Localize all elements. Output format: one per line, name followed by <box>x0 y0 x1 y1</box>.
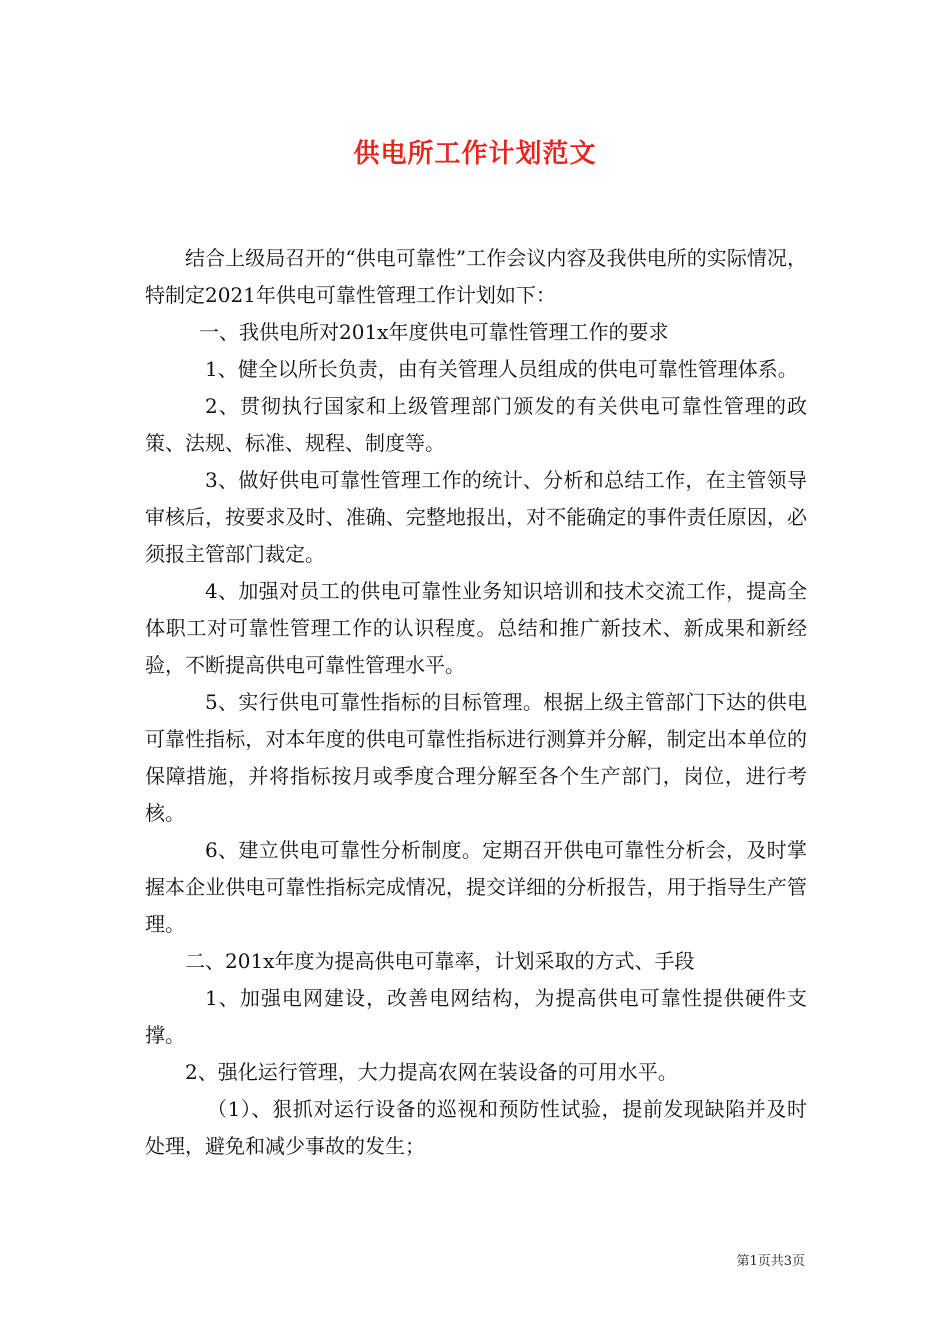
section-heading-2: 二、201x年度为提高供电可靠率，计划采取的方式、手段 <box>185 949 695 973</box>
document-body <box>145 240 807 1165</box>
list-item: 6、建立供电可靠性分析制度。定期召开供电可靠性分析会，及时掌握本企业供电可靠性指标完成情况，提交详细的分析报告，用于指导生产管理。 <box>145 838 807 936</box>
sub-list-item: （1）、狠抓对运行设备的巡视和预防性试验，提前发现缺陷并及时处理，避免和减少事故的发生； <box>145 1097 807 1158</box>
list-item: 3、做好供电可靠性管理工作的统计、分析和总结工作，在主管领导审核后，按要求及时、准确、完整地报出，对不能确定的事件责任原因，必须报主管部门裁定。 <box>145 468 807 566</box>
list-item: 1、加强电网建设，改善电网结构，为提高供电可靠性提供硬件支撑。 <box>145 986 807 1047</box>
list-item: 4、加强对员工的供电可靠性业务知识培训和技术交流工作，提高全体职工对可靠性管理工作的认识程度。总结和推广新技术、新成果和新经验，不断提高供电可靠性管理水平。 <box>145 579 807 677</box>
list-item: 1、健全以所长负责，由有关管理人员组成的供电可靠性管理体系。 <box>205 357 798 381</box>
page-number: 第1页共3页 <box>736 1254 805 1269</box>
section-heading-1: 一、我供电所对201x年度供电可靠性管理工作的要求 <box>199 320 669 344</box>
list-item: 5、实行供电可靠性指标的目标管理。根据上级主管部门下达的供电可靠性指标，对本年度的供电可靠性指标进行测算并分解，制定出本单位的保障措施，并将指标按月或季度合理分解至各个生产部门，岗位，进行考核。 <box>145 690 807 825</box>
list-item: 2、贯彻执行国家和上级管理部门颁发的有关供电可靠性管理的政策、法规、标准、规程、制度等。 <box>145 394 807 455</box>
document-title: 供电所工作计划范文 <box>353 139 597 169</box>
intro-paragraph: 结合上级局召开的“供电可靠性”工作会议内容及我供电所的实际情况，特制定2021年供电可靠性管理工作计划如下： <box>145 246 807 307</box>
list-item: 2、强化运行管理，大力提高农网在装设备的可用水平。 <box>185 1060 678 1084</box>
